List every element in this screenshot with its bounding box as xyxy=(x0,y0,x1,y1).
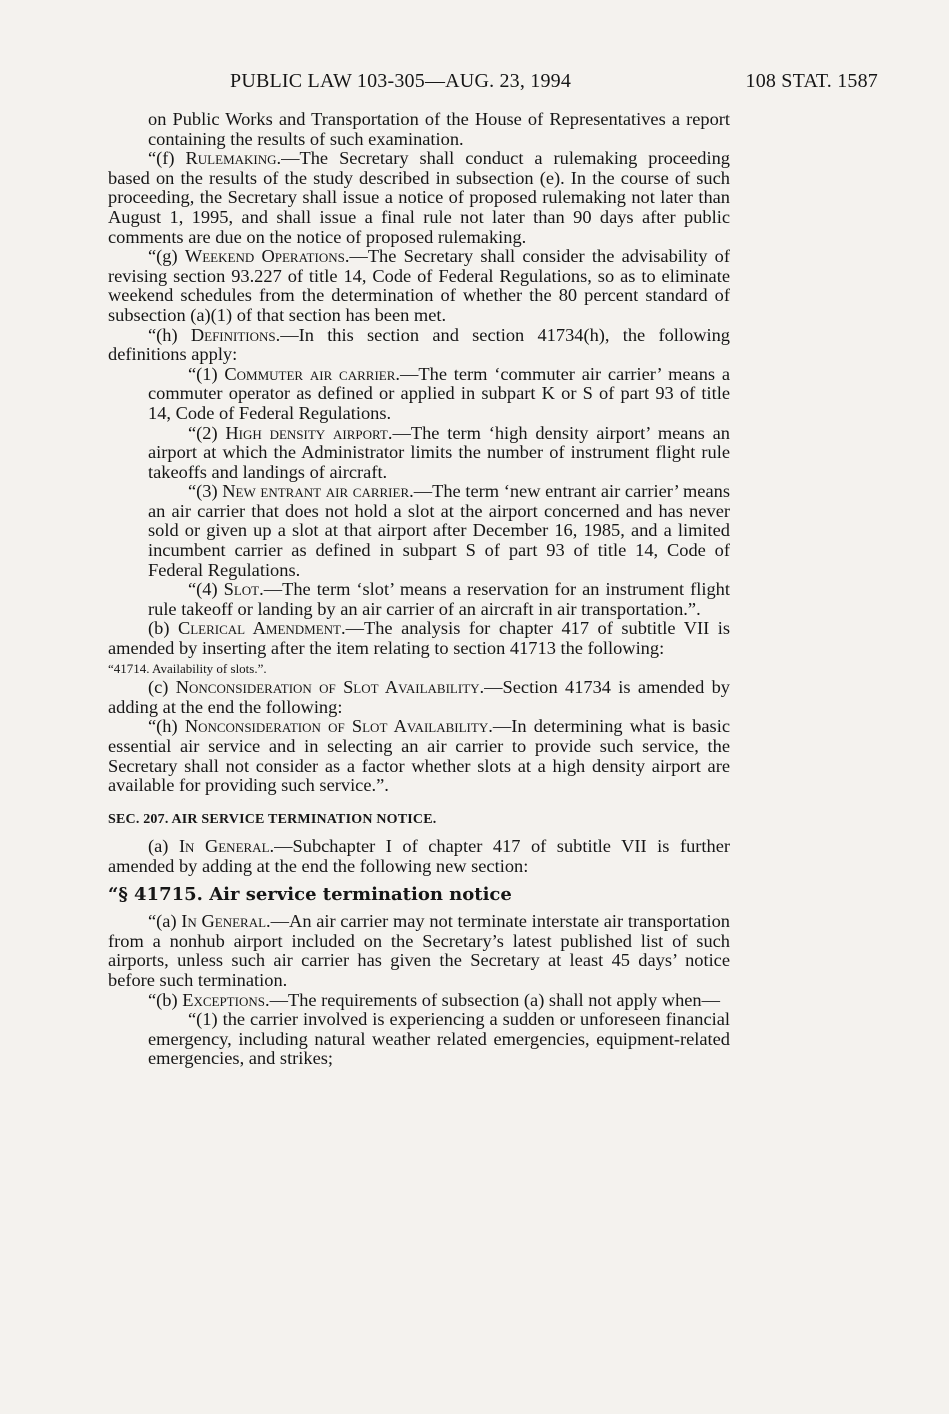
header-title: PUBLIC LAW 103-305—AUG. 23, 1994 xyxy=(230,70,572,92)
new-section-title: “§ 41715. Air service termination notice xyxy=(108,883,512,905)
paragraph-continuation xyxy=(108,110,730,149)
paragraph-heading: Definitions xyxy=(190,324,276,345)
paragraph-text: .—In determining what is basic essential air service and in selecting an air carrier to provide such service, the Secretary shall not consider as a factor whether slots at a high density airport are available for providing such service.”. xyxy=(108,716,730,796)
paragraph-text: .—An air carrier may not terminate interstate air transportation from a nonhub airport included on the Secretary’s latest published list of such airports, unless such air carrier has given the Secretary at least 45 days’ notice before such termination. xyxy=(108,911,730,990)
paragraph-label: “(f) xyxy=(148,148,186,169)
table-of-sections-item xyxy=(108,659,730,679)
document-body xyxy=(108,110,730,1069)
paragraph-text: .—The term ‘slot’ means a reservation for an instrument flight rule takeoff or landing by an air carrier of an aircraft in air transportation.”. xyxy=(148,579,730,619)
paragraph-f-rulemaking xyxy=(108,149,730,247)
definition-high-density-airport xyxy=(108,424,730,483)
paragraph-label: “(h) xyxy=(148,324,191,345)
paragraph-new-b-exceptions xyxy=(108,991,730,1011)
paragraph-label: “(3) xyxy=(188,481,223,502)
paragraph-heading: Rulemaking xyxy=(185,148,277,169)
paragraph-label: “(1) xyxy=(188,363,225,384)
paragraph-h-nonconsideration xyxy=(108,717,730,795)
item-text: “41714. Availability of slots.”. xyxy=(108,660,267,676)
paragraph-heading: Exceptions xyxy=(182,989,265,1010)
paragraph-label: “(4) xyxy=(188,579,224,600)
definition-commuter-air-carrier xyxy=(108,365,730,424)
paragraph-new-a-in-general xyxy=(108,912,730,990)
paragraph-text: .—The term ‘commuter air carrier’ means a commuter operator as defined or applied in subpart K or S of part 93 of title 14, Code of Federal Regulations. xyxy=(148,363,730,423)
paragraph-label: “(a) xyxy=(148,911,182,932)
paragraph-heading: New entrant air carrier xyxy=(222,481,410,502)
page-header xyxy=(108,70,878,100)
paragraph-label: (c) xyxy=(148,677,176,698)
exception-item-1 xyxy=(108,1010,730,1069)
paragraph-text: .—Section 41734 is amended by adding at the end the following: xyxy=(108,677,730,717)
definition-new-entrant-air-carrier xyxy=(108,482,730,580)
paragraph-label: “(2) xyxy=(188,422,226,443)
paragraph-text: .—The term ‘high density airport’ means an airport at which the Administrator limits the number of instrument flight rule takeoffs and landings of aircraft. xyxy=(148,422,730,482)
paragraph-heading: Commuter air carrier xyxy=(224,363,396,384)
paragraph-heading: High density airport xyxy=(225,422,388,443)
paragraph-text: “(1) the carrier involved is experiencing a sudden or unforeseen financial emergency, including natural weather related emergencies, equipment-related emergencies, and strikes; xyxy=(148,1009,730,1069)
paragraph-text: on Public Works and Transportation of the House of Representatives a report containing the results of such examination. xyxy=(148,109,730,149)
paragraph-c-nonconsideration xyxy=(108,678,730,717)
paragraph-heading: Nonconsideration of Slot Availability xyxy=(184,716,489,737)
paragraph-heading: Weekend Operations xyxy=(184,246,345,267)
paragraph-text: .—Subchapter I of chapter 417 of subtitle VII is further amended by adding at the end the following new section: xyxy=(108,836,730,876)
paragraph-heading: Clerical Amendment xyxy=(177,618,342,639)
paragraph-heading: In General xyxy=(178,836,270,857)
paragraph-label: (a) xyxy=(148,836,179,857)
paragraph-text: .—The analysis for chapter 417 of subtitle VII is amended by inserting after the item relating to section 41713 the following: xyxy=(108,618,731,659)
paragraph-heading: In General xyxy=(181,911,267,932)
paragraph-label: “(g) xyxy=(148,246,185,267)
paragraph-label: (b) xyxy=(148,618,178,639)
paragraph-text: .—The requirements of subsection (a) shall not apply when— xyxy=(264,989,721,1010)
section-heading: SEC. 207. AIR SERVICE TERMINATION NOTICE. xyxy=(108,811,437,827)
paragraph-heading: Nonconsideration of Slot Availability xyxy=(175,677,480,698)
paragraph-g-weekend-operations xyxy=(108,247,730,325)
paragraph-text: .—The Secretary shall conduct a rulemaking proceeding based on the results of the study described in subsection (e). In the course of such proceeding, the Secretary shall issue a notice of proposed rulemaking not later than August 1, 1995, and shall issue a final rule not later than 90 days after public comments are due on the notice of proposed rulemaking. xyxy=(108,148,730,247)
paragraph-label: “(h) xyxy=(148,716,185,737)
header-page-ref: 108 STAT. 1587 xyxy=(745,70,878,92)
paragraph-label: “(b) xyxy=(148,989,183,1010)
definition-slot xyxy=(108,580,730,619)
paragraph-a-in-general xyxy=(108,837,730,876)
paragraph-h-definitions xyxy=(108,326,730,365)
paragraph-text: .—In this section and section 41734(h), the following definitions apply: xyxy=(108,324,730,365)
paragraph-heading: Slot xyxy=(223,579,260,600)
paragraph-text: .—The Secretary shall consider the advisability of revising section 93.227 of title 14, Code of Federal Regulations, so as to eliminate weekend schedules from the determination of whether the 80 percent standard of subsection (a)(1) of that section has been met. xyxy=(108,246,730,325)
paragraph-text: .—The term ‘new entrant air carrier’ means an air carrier that does not hold a slot at the airport concerned and has never sold or given up a slot at that airport after December 16, 1985, and a limited incumbent carrier as defined in subpart S of part 93 of title 14, Code of Federal Regulations. xyxy=(148,481,730,580)
paragraph-b-clerical-amendment xyxy=(108,619,730,658)
